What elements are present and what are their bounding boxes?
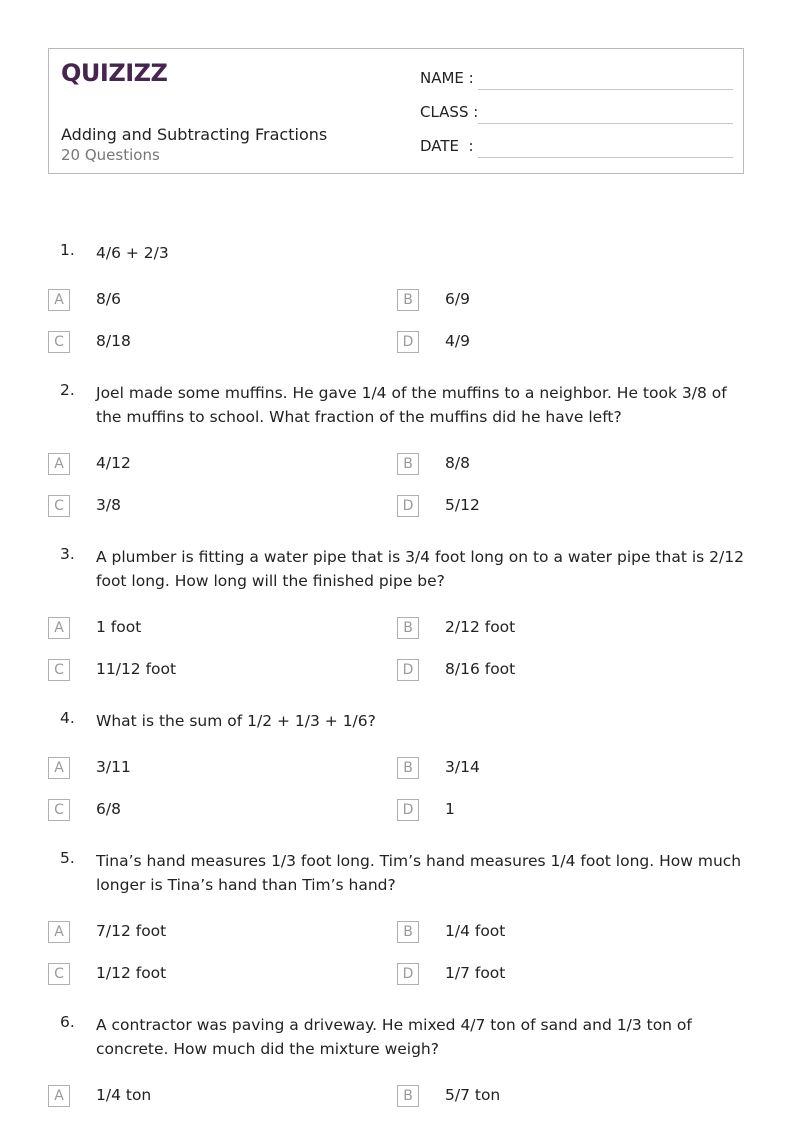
class-line[interactable] (478, 123, 733, 124)
option-text: 4/12 (96, 454, 131, 472)
name-label: NAME : (420, 69, 474, 87)
option-letter-box[interactable]: D (397, 659, 419, 681)
option-letter-box[interactable]: C (48, 659, 70, 681)
option-text: 7/12 foot (96, 922, 167, 940)
quizizz-logo: QUIZIZZ (61, 59, 168, 87)
option-letter-box[interactable]: B (397, 617, 419, 639)
option-letter-box[interactable]: B (397, 757, 419, 779)
option-text: 8/6 (96, 290, 121, 308)
date-label: DATE : (420, 137, 474, 155)
option-letter-box[interactable]: B (397, 289, 419, 311)
question-text: 4/6 + 2/3 (96, 244, 169, 262)
question-text: What is the sum of 1/2 + 1/3 + 1/6? (96, 712, 376, 730)
option-text: 3/14 (445, 758, 480, 776)
option-text: 1/4 foot (445, 922, 506, 940)
option-text: 1/7 foot (445, 964, 506, 982)
option-text: 3/8 (96, 496, 121, 514)
question-text: A contractor was paving a driveway. He mixed 4/7 ton of sand and 1/3 ton of concrete. How much did the mixture weigh? (96, 1016, 692, 1058)
option-letter-box[interactable]: D (397, 799, 419, 821)
option-letter-box[interactable]: D (397, 495, 419, 517)
option-letter-box[interactable]: C (48, 963, 70, 985)
worksheet-header (48, 48, 744, 174)
name-line[interactable] (478, 89, 733, 90)
question-count: 20 Questions (61, 146, 160, 164)
option-letter-box[interactable]: B (397, 453, 419, 475)
option-text: 2/12 foot (445, 618, 516, 636)
question-text: Joel made some muffins. He gave 1/4 of the muffins to a neighbor. He took 3/8 of the muffins to school. What fraction of the muffins did he have left? (96, 384, 727, 426)
option-text: 3/11 (96, 758, 131, 776)
option-letter-box[interactable]: C (48, 495, 70, 517)
option-letter-box[interactable]: A (48, 921, 70, 943)
option-letter-box[interactable]: A (48, 453, 70, 475)
option-text: 5/12 (445, 496, 480, 514)
option-letter-box[interactable]: A (48, 1085, 70, 1107)
option-letter-box[interactable]: C (48, 799, 70, 821)
option-letter-box[interactable]: C (48, 331, 70, 353)
question-text: A plumber is fitting a water pipe that is 3/4 foot long on to a water pipe that is 2/12 foot long. How long will the finished pipe be? (96, 548, 744, 590)
question-text: Tina’s hand measures 1/3 foot long. Tim’s hand measures 1/4 foot long. How much longer is Tina’s hand than Tim’s hand? (96, 852, 742, 894)
option-text: 6/8 (96, 800, 121, 818)
option-letter-box[interactable]: A (48, 757, 70, 779)
option-text: 1 foot (96, 618, 142, 636)
class-label: CLASS : (420, 103, 479, 121)
option-letter-box[interactable]: D (397, 331, 419, 353)
class-field[interactable] (420, 103, 733, 125)
option-letter-box[interactable]: A (48, 617, 70, 639)
date-field[interactable] (420, 137, 733, 159)
option-text: 1/4 ton (96, 1086, 152, 1104)
option-text: 8/18 (96, 332, 131, 350)
option-text: 8/16 foot (445, 660, 516, 678)
option-letter-box[interactable]: B (397, 1085, 419, 1107)
option-text: 4/9 (445, 332, 470, 350)
question-number: 3. (60, 545, 75, 563)
question-number: 4. (60, 709, 75, 727)
date-line[interactable] (478, 157, 733, 158)
option-text: 1 (445, 800, 455, 818)
question-number: 6. (60, 1013, 75, 1031)
worksheet-title: Adding and Subtracting Fractions (61, 125, 328, 144)
option-text: 5/7 ton (445, 1086, 501, 1104)
option-letter-box[interactable]: B (397, 921, 419, 943)
option-text: 8/8 (445, 454, 470, 472)
option-text: 1/12 foot (96, 964, 167, 982)
name-field[interactable] (420, 69, 733, 91)
option-text: 6/9 (445, 290, 470, 308)
option-letter-box[interactable]: D (397, 963, 419, 985)
question-number: 5. (60, 849, 75, 867)
option-text: 11/12 foot (96, 660, 177, 678)
question-number: 2. (60, 381, 75, 399)
question-number: 1. (60, 241, 75, 259)
option-letter-box[interactable]: A (48, 289, 70, 311)
